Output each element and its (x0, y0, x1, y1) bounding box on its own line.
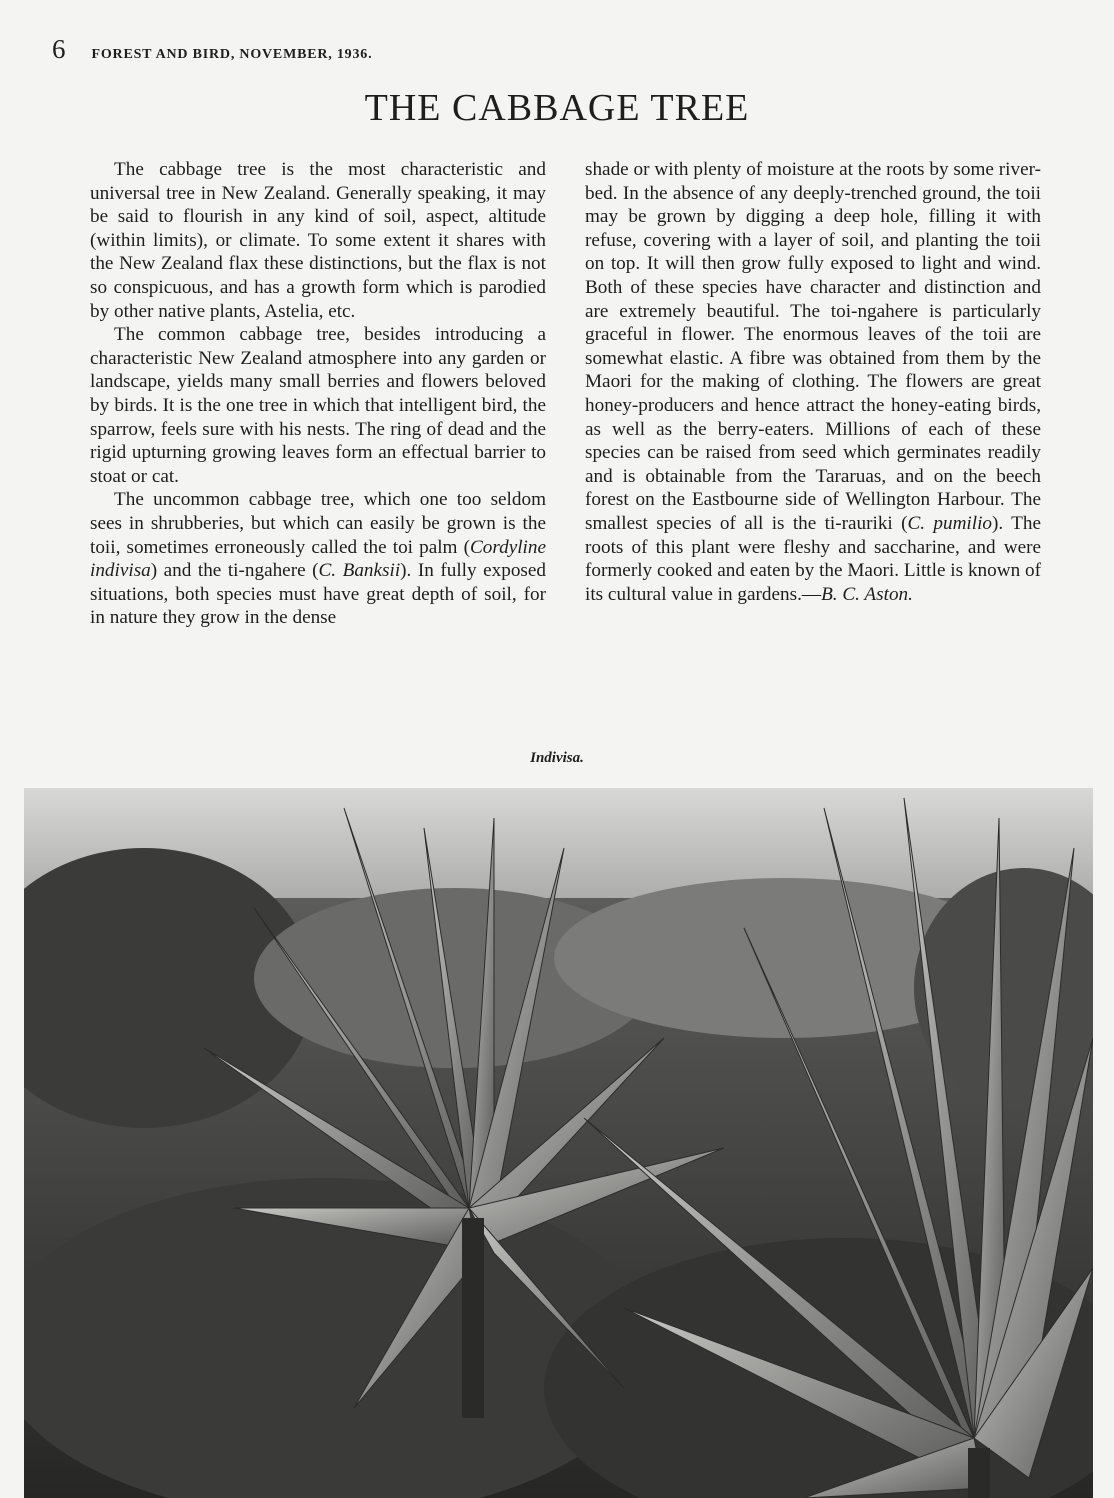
page-header (52, 34, 372, 65)
paragraph-text: ) and the ti-ngahere ( (150, 560, 319, 582)
latin-name: C. Banksii (318, 560, 401, 582)
paragraph-text: ). The roots of this plant were fleshy and saccharine, and were formerly cooked and eaten by the Maori. Little is known of its cultural value in gardens.— (585, 512, 1041, 605)
paragraph (585, 158, 1041, 606)
paragraph-text: shade or with plenty of moisture at the roots by some river-bed. In the absence of any deeply-trenched ground, the toii may be grown by digging a deep hole, filling it with refuse, covering with a layer of soil, and planting the toii on top. It will then grow fully exposed to light and wind. Both of these species have character and distinction and are extremely beautiful. The toi-ngahere is particularly graceful in flower. The enormous leaves of the toii are somewhat elastic. A fibre was obtained from them by the Maori for the making of clothing. The flowers are great honey-producers and hence attract the honey-eating birds, as well as the berry-eaters. Millions of each of these species can be raised from seed which germinates readily and is obtainable from the Tararuas, and on the beech forest on the Eastbourne side of Wellington Harbour. The smallest species of all is the ti-rauriki ( (585, 159, 1041, 534)
latin-name: C. pumilio (907, 512, 993, 534)
left-column (90, 158, 546, 630)
paragraph-text: ). In fully exposed situations, both species must have great depth of soil, for in nature they grow in the dense (90, 560, 546, 629)
latin-name: Cordyline indivisa (90, 536, 546, 582)
paragraph: The common cabbage tree, besides introducing a characteristic New Zealand atmosphere into any garden or landscape, yields many small berries and flowers beloved by birds. It is the one tree in which that intelligent bird, the sparrow, feels sure with his nests. The ring of dead and the rigid upturning growing leaves form an effectual barrier to stoat or cat. (90, 324, 546, 487)
paragraph: The cabbage tree is the most characteristic and universal tree in New Zealand. Generally speaking, it may be said to flourish in any kind of soil, aspect, altitude (within limits), or climate. To some extent it shares with the New Zealand flax these distinctions, but the flax is not so conspicuous, and has a growth form which is parodied by other native plants, Astelia, etc. (90, 159, 546, 322)
photo-caption: Indivisa. (530, 750, 584, 766)
running-head: FOREST AND BIRD, NOVEMBER, 1936. (91, 47, 373, 62)
cabbage-tree-photo (24, 788, 1093, 1498)
page-number: 6 (52, 34, 66, 64)
author-signature: B. C. Aston. (821, 583, 913, 605)
paragraph (90, 488, 546, 630)
paragraph-text: The uncommon cabbage tree, which one too seldom sees in shrubberies, but which can easily be grown is the toii, sometimes erroneously called the toi palm ( (90, 489, 546, 558)
article-title: THE CABBAGE TREE (364, 87, 750, 129)
right-column (585, 158, 1041, 606)
photo-illustration (24, 788, 1093, 1498)
